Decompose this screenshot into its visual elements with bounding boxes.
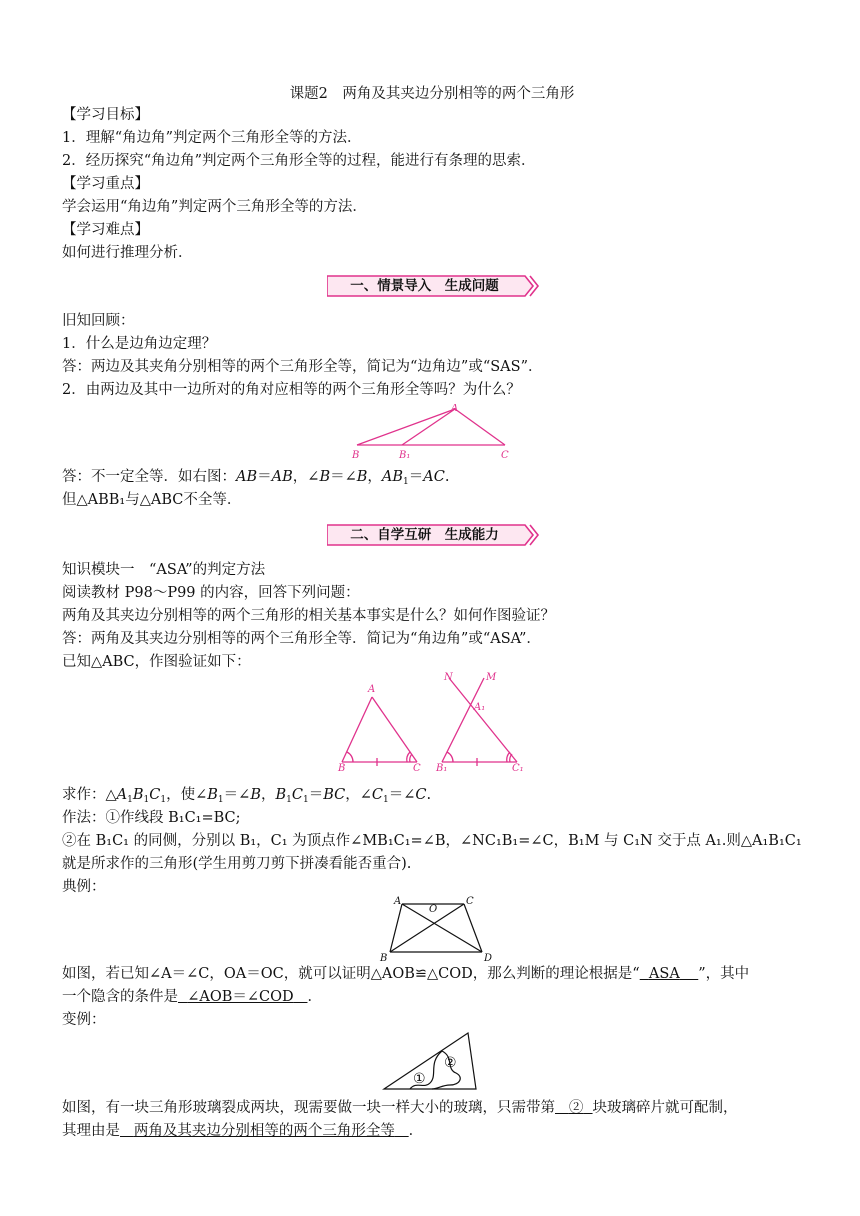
section-banner-1 (327, 275, 542, 297)
label-b1: B₁ (436, 763, 448, 772)
page-title: 课题2 两角及其夹边分别相等的两个三角形 (289, 86, 575, 102)
answer-3: 答：两角及其夹边分别相等的两个三角形全等．简记为“角边角”或“ASA”． (62, 631, 541, 647)
module-title: 知识模块一 “ASA”的判定方法 (62, 562, 266, 578)
figure-broken-glass (380, 1029, 490, 1095)
method-label: 作法： (62, 810, 106, 826)
figure-ssa-triangles (347, 404, 517, 462)
focus-text: 学会运用“角边角”判定两个三角形全等的方法． (62, 199, 367, 215)
difficulty-text: 如何进行推理分析． (62, 245, 193, 261)
answer-2-tail: 但△ABB₁与△ABC不全等． (62, 492, 242, 508)
label-c1: C₁ (512, 763, 524, 772)
variant-answer-1: ② (568, 1100, 584, 1116)
question-2: 2．由两边及其中一边所对的角对应相等的两个三角形全等吗？为什么？ (62, 382, 521, 398)
difficulty-heading: 【学习难点】 (62, 222, 149, 238)
label-c: C (466, 896, 474, 907)
figure-asa-construction (332, 672, 542, 772)
require-line: 求作：$\triangle A_1B_1C_1$，使$\angle B_1=\angle B$，$B_1C_1=BC$，$\angle C_1=\angle C$. (62, 787, 432, 805)
require-label: 求作： (62, 787, 106, 803)
method-line-1 (62, 808, 241, 828)
label-a: A (394, 896, 402, 907)
method-step-1: ①作线段 B₁C₁=BC; (105, 810, 241, 826)
label-m: M (486, 672, 497, 683)
example-answer-2: ∠AOB＝∠COD (187, 989, 294, 1005)
example-line-2 (62, 987, 322, 1007)
question-3: 两角及其夹边分别相等的两个三角形的相关基本事实是什么？如何作图验证？ (62, 608, 555, 624)
variant-text-2a: 其理由是 (62, 1123, 120, 1139)
answer-1: 答：两边及其夹角分别相等的两个三角形全等，简记为“边角边”或“SAS”． (62, 359, 543, 375)
variant-line-1 (62, 1098, 738, 1118)
variant-answer-2: 两角及其夹边分别相等的两个三角形全等 (133, 1123, 395, 1139)
variant-text-1b: 块玻璃碎片就可配制， (592, 1100, 738, 1116)
example-text-1b: ”，其中 (698, 966, 750, 982)
example-line-1 (62, 964, 749, 984)
method-step-2: ②在 B₁C₁ 的同侧，分别以 B₁，C₁ 为顶点作∠MB₁C₁=∠B，∠NC₁B₁=∠C，B₁M 与 C₁N 交于点 A₁.则△A₁B₁C₁ (62, 833, 802, 849)
goal-2: 2．经历探究“角边角”判定两个三角形全等的过程，能进行有条理的思索． (62, 153, 536, 169)
label-b: B (352, 450, 360, 461)
figure-aob-cod (372, 894, 502, 962)
section-1-title: 一、情景导入 生成问题 (350, 278, 499, 294)
variant-text-1a: 如图，有一块三角形玻璃裂成两块，现需要做一块一样大小的玻璃，只需带第 (62, 1100, 555, 1116)
piece-2-label: ② (444, 1055, 457, 1071)
label-n: N (444, 672, 453, 683)
label-a1: A₁ (474, 702, 486, 713)
label-d: D (484, 953, 493, 962)
example-text-1a: 如图，若已知∠A＝∠C，OA＝OC，就可以证明△AOB≌△COD，那么判断的理论根据是“ (62, 966, 640, 982)
question-1: 1．什么是边角边定理？ (62, 336, 217, 352)
label-b: B (338, 763, 346, 772)
section-2-title: 二、自学互研 生成能力 (350, 527, 499, 543)
read-instruction: 阅读教材 P98～P99 的内容，回答下列问题： (62, 585, 360, 601)
example-label: 典例： (62, 879, 106, 895)
variant-line-2 (62, 1121, 423, 1141)
variant-label: 变例： (62, 1012, 106, 1028)
label-b1: B₁ (399, 450, 411, 461)
example-text-2a: 一个隐含的条件是 (62, 989, 178, 1005)
example-answer-1: ASA (648, 966, 680, 982)
answer-2-line: 答：不一定全等．如右图：AB＝AB，∠B＝∠B，$AB_1=AC$. (62, 469, 450, 487)
answer-2-prefix: 答：不一定全等．如右图： (62, 469, 236, 485)
variant-text-2b: ． (408, 1123, 424, 1139)
label-c: C (413, 763, 421, 772)
example-text-2b: ． (307, 989, 322, 1005)
label-b: B (380, 953, 388, 962)
goal-1: 1．理解“角边角”判定两个三角形全等的方法． (62, 130, 362, 146)
review-label: 旧知回顾： (62, 313, 135, 329)
section-banner-2 (327, 524, 542, 546)
focus-heading: 【学习重点】 (62, 176, 149, 192)
label-a: A (451, 404, 459, 414)
piece-1-label: ① (413, 1071, 426, 1087)
known-text: 已知△ABC，作图验证如下： (62, 654, 251, 670)
label-o: O (429, 904, 438, 915)
label-c: C (501, 450, 509, 461)
goals-heading: 【学习目标】 (62, 107, 149, 123)
label-a: A (368, 684, 376, 695)
method-step-2-cont: 就是所求作的三角形(学生用剪刀剪下拼凑看能否重合). (62, 856, 412, 872)
